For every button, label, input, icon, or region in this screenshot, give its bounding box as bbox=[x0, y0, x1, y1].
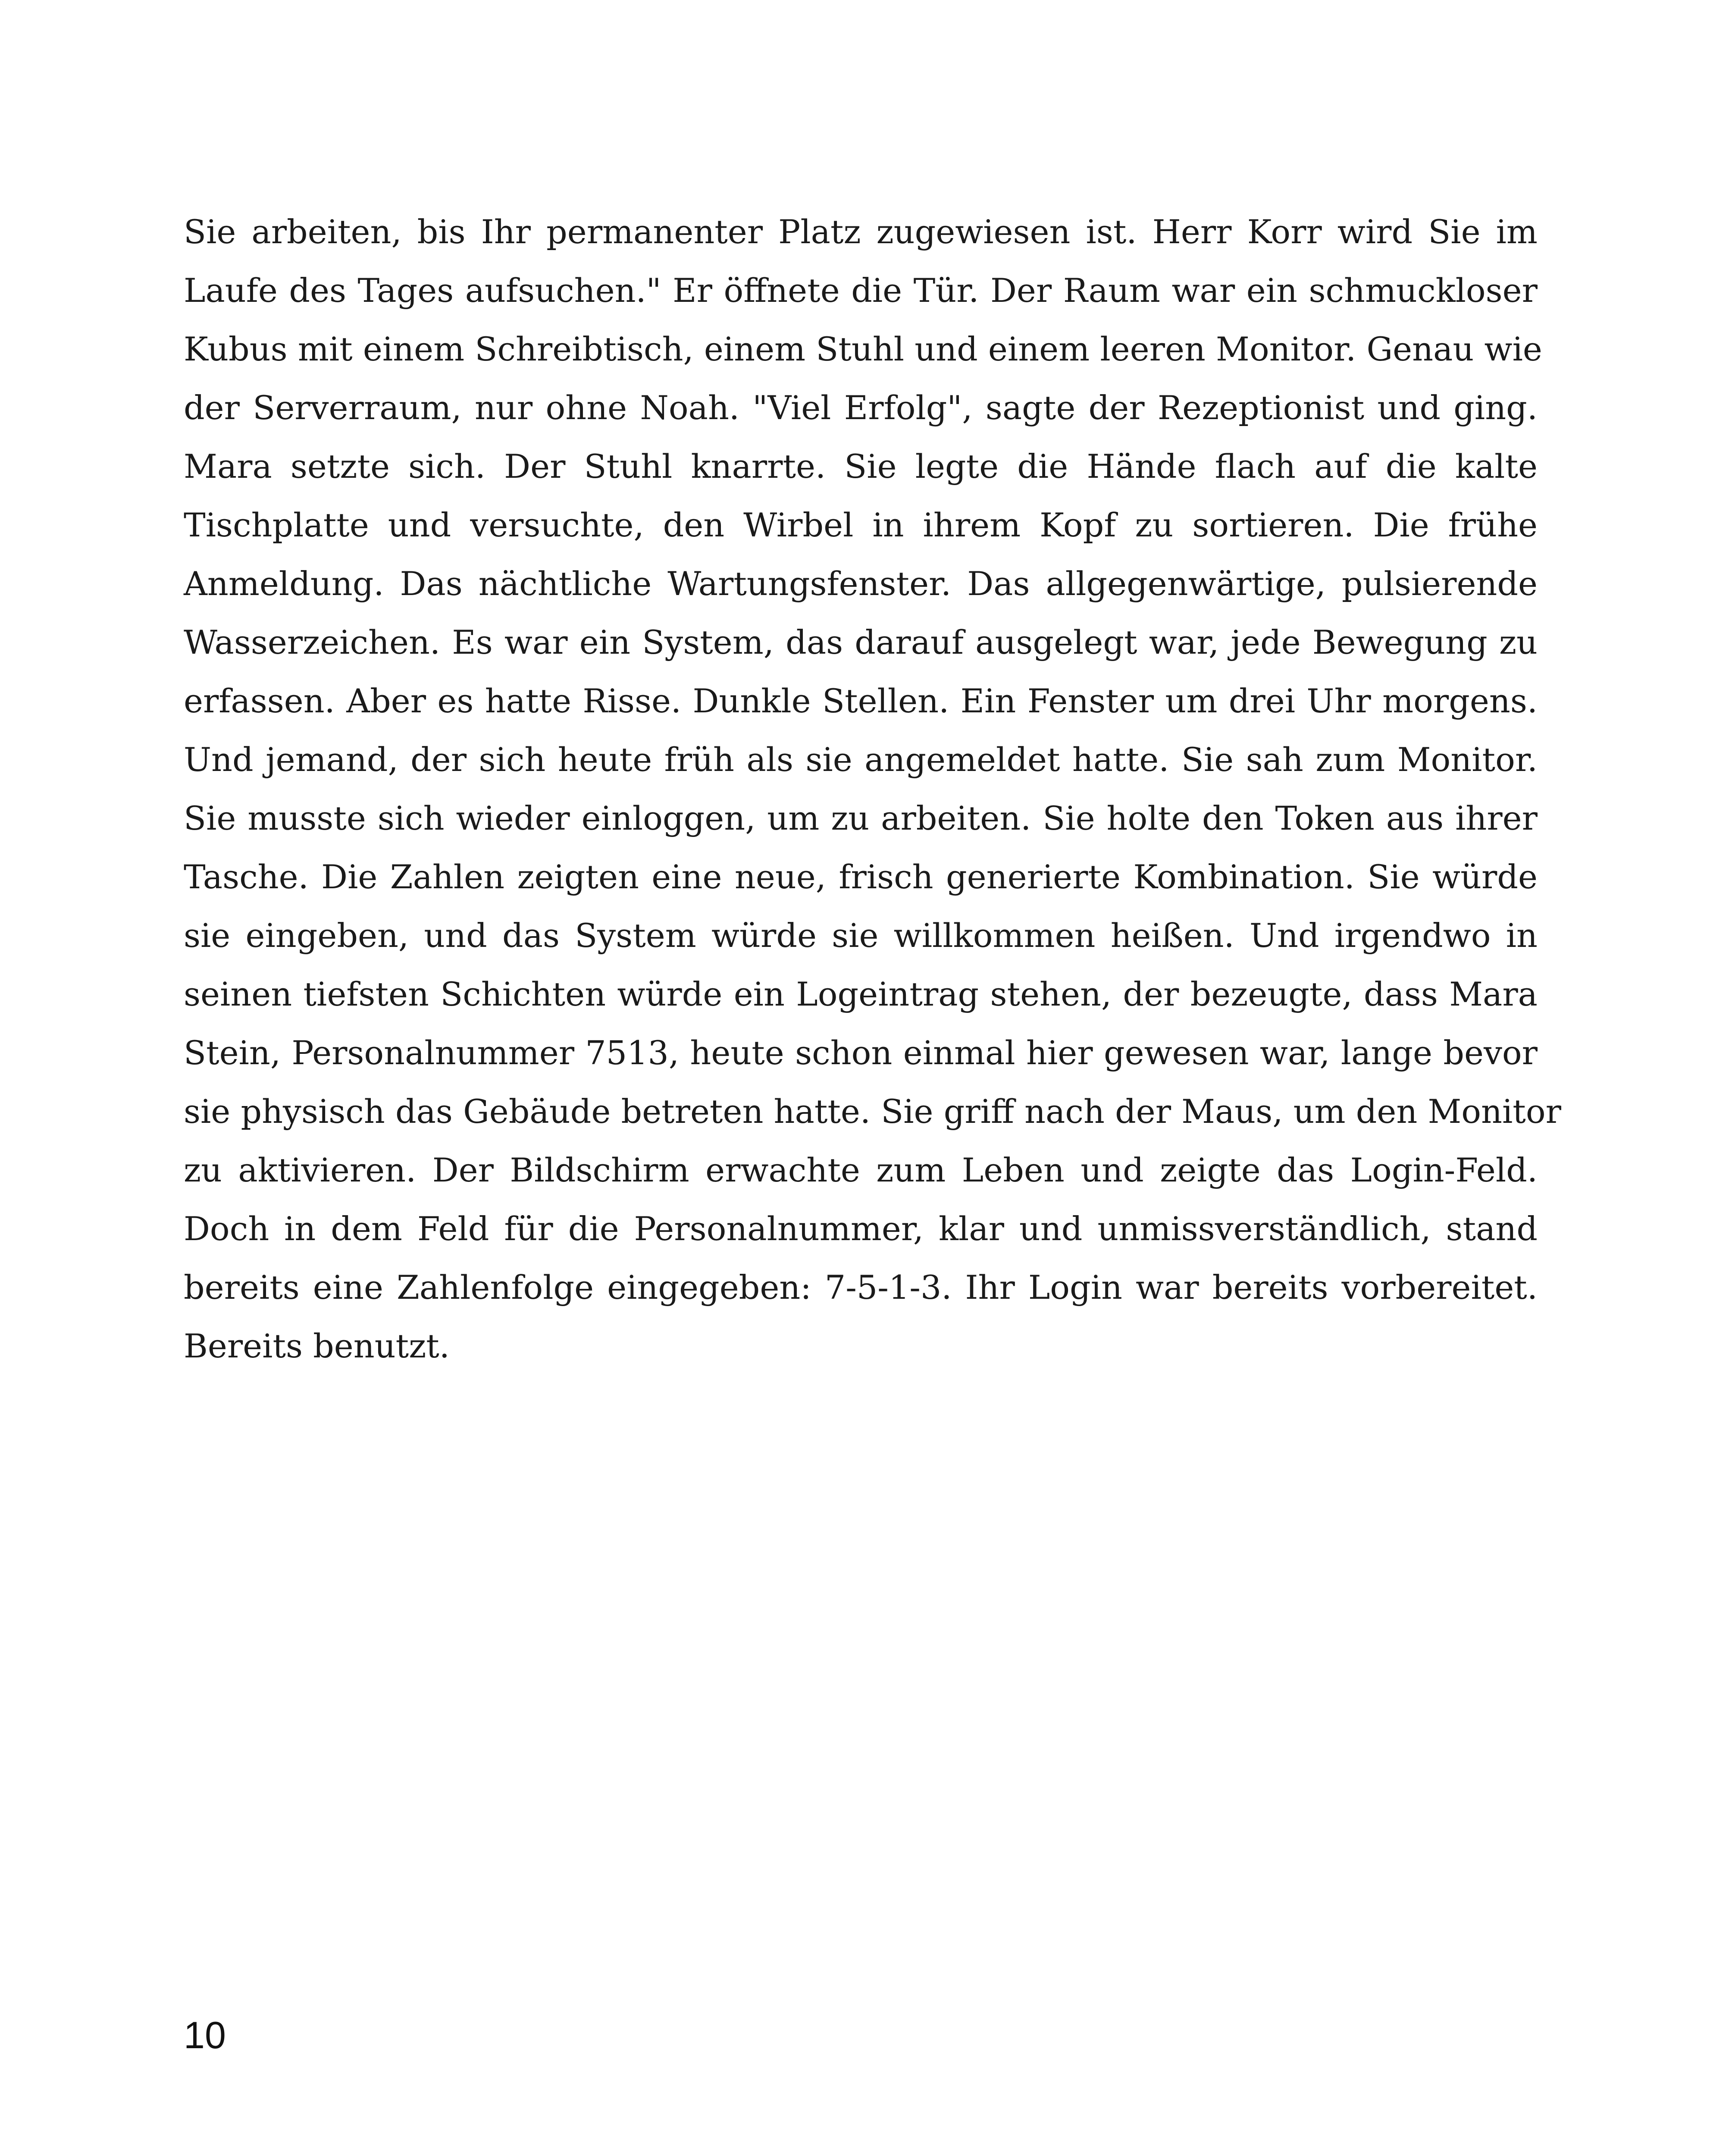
text-line: Sie musste sich wieder einloggen, um zu arbeiten. Sie holte den Token aus ihrer bbox=[184, 799, 1538, 837]
body-paragraph bbox=[184, 203, 1561, 1376]
text-line: Sie arbeiten, bis Ihr permanenter Platz zugewiesen ist. Herr Korr wird Sie im bbox=[184, 213, 1538, 251]
text-line: Mara setzte sich. Der Stuhl knarrte. Sie legte die Hände flach auf die kalte bbox=[184, 447, 1538, 486]
text-line: Kubus mit einem Schreibtisch, einem Stuhl und einem leeren Monitor. Genau wie bbox=[184, 330, 1542, 368]
text-line: Stein, Personalnummer 7513, heute schon einmal hier gewesen war, lange bevor bbox=[184, 1034, 1538, 1072]
text-line: bereits eine Zahlenfolge eingegeben: 7-5-1-3. Ihr Login war bereits vorbereitet. bbox=[184, 1268, 1538, 1307]
text-line: Wasserzeichen. Es war ein System, das darauf ausgelegt war, jede Bewegung zu bbox=[184, 623, 1538, 661]
page-number: 10 bbox=[184, 2014, 226, 2056]
text-line: Laufe des Tages aufsuchen." Er öffnete die Tür. Der Raum war ein schmuckloser bbox=[184, 271, 1538, 310]
text-line: sie physisch das Gebäude betreten hatte. Sie griff nach der Maus, um den Monitor bbox=[184, 1092, 1561, 1131]
text-line: erfassen. Aber es hatte Risse. Dunkle Stellen. Ein Fenster um drei Uhr morgens. bbox=[184, 682, 1538, 720]
text-line: seinen tiefsten Schichten würde ein Logeintrag stehen, der bezeugte, dass Mara bbox=[184, 975, 1538, 1013]
text-line: Doch in dem Feld für die Personalnummer, klar und unmissverständlich, stand bbox=[184, 1210, 1538, 1248]
text-line: Und jemand, der sich heute früh als sie angemeldet hatte. Sie sah zum Monitor. bbox=[184, 740, 1538, 779]
text-line: Tasche. Die Zahlen zeigten eine neue, frisch generierte Kombination. Sie würde bbox=[184, 858, 1538, 896]
text-line: Tischplatte und versuchte, den Wirbel in ihrem Kopf zu sortieren. Die frühe bbox=[184, 506, 1538, 544]
text-line: der Serverraum, nur ohne Noah. "Viel Erfolg", sagte der Rezeptionist und ging. bbox=[184, 389, 1538, 427]
text-line: sie eingeben, und das System würde sie willkommen heißen. Und irgendwo in bbox=[184, 916, 1538, 955]
text-line: zu aktivieren. Der Bildschirm erwachte zum Leben und zeigte das Login-Feld. bbox=[184, 1151, 1538, 1189]
text-line: Bereits benutzt. bbox=[184, 1327, 450, 1365]
text-line: Anmeldung. Das nächtliche Wartungsfenster. Das allgegenwärtige, pulsierende bbox=[184, 564, 1538, 603]
